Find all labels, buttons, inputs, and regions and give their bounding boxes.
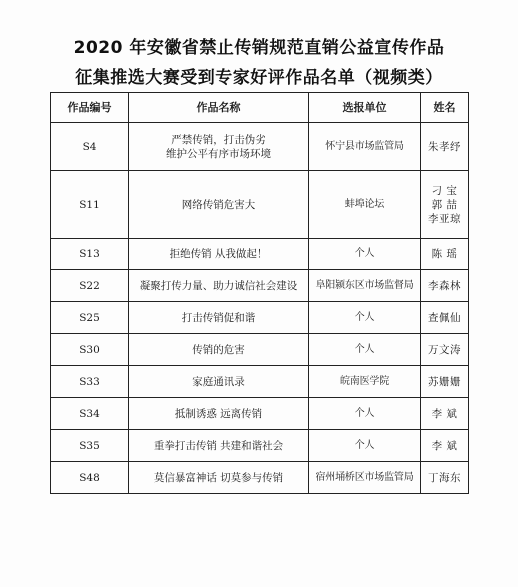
cell-person: 李 斌 [421, 398, 469, 430]
award-list-table [50, 92, 469, 494]
cell-name: 严禁传销，打击伪劣 维护公平有序市场环境 [129, 123, 309, 171]
cell-person: 李森林 [421, 270, 469, 302]
table-row [51, 171, 469, 239]
cell-id: S11 [51, 171, 129, 239]
cell-person: 李 斌 [421, 430, 469, 462]
cell-name: 传销的危害 [129, 334, 309, 366]
cell-name: 重拳打击传销 共建和谐社会 [129, 430, 309, 462]
cell-name: 抵制诱惑 远离传销 [129, 398, 309, 430]
cell-person: 陈 瑶 [421, 239, 469, 270]
table-row [51, 430, 469, 462]
table-row [51, 239, 469, 270]
table-row [51, 366, 469, 398]
cell-person: 丁海东 [421, 462, 469, 494]
cell-id: S48 [51, 462, 129, 494]
cell-id: S13 [51, 239, 129, 270]
document-title-line-1: 2020 年安徽省禁止传销规范直销公益宣传作品 [73, 38, 445, 58]
cell-unit: 个人 [309, 302, 421, 334]
table-header-row [51, 93, 469, 123]
cell-id: S25 [51, 302, 129, 334]
cell-name: 拒绝传销 从我做起！ [129, 239, 309, 270]
header-name: 作品名称 [129, 93, 309, 123]
cell-person: 朱孝纾 [421, 123, 469, 171]
cell-unit: 怀宁县市场监管局 [309, 123, 421, 171]
cell-unit: 皖南医学院 [309, 366, 421, 398]
cell-unit: 个人 [309, 239, 421, 270]
cell-id: S35 [51, 430, 129, 462]
header-unit: 选报单位 [309, 93, 421, 123]
cell-unit: 宿州埇桥区市场监管局 [309, 462, 421, 494]
table-row [51, 123, 469, 171]
cell-person: 刁 宝 郭 喆 李亚琼 [421, 171, 469, 239]
table-row [51, 270, 469, 302]
cell-id: S33 [51, 366, 129, 398]
cell-id: S34 [51, 398, 129, 430]
table-row [51, 334, 469, 366]
cell-name: 网络传销危害大 [129, 171, 309, 239]
cell-name: 打击传销促和谐 [129, 302, 309, 334]
cell-id: S22 [51, 270, 129, 302]
cell-unit: 个人 [309, 334, 421, 366]
cell-name: 家庭通讯录 [129, 366, 309, 398]
header-id: 作品编号 [51, 93, 129, 123]
header-person: 姓名 [421, 93, 469, 123]
table-row [51, 398, 469, 430]
cell-id: S4 [51, 123, 129, 171]
cell-person: 万文涛 [421, 334, 469, 366]
table-row [51, 302, 469, 334]
cell-unit: 个人 [309, 430, 421, 462]
cell-id: S30 [51, 334, 129, 366]
table-row [51, 462, 469, 494]
cell-unit: 个人 [309, 398, 421, 430]
document-title-line-2: 征集推选大赛受到专家好评作品名单（视频类） [75, 68, 443, 88]
cell-name: 凝聚打传力量、助力诚信社会建设 [129, 270, 309, 302]
cell-unit: 蚌埠论坛 [309, 171, 421, 239]
cell-person: 查佩仙 [421, 302, 469, 334]
cell-unit: 阜阳颍东区市场监督局 [309, 270, 421, 302]
cell-person: 苏姗姗 [421, 366, 469, 398]
cell-name: 莫信暴富神话 切莫参与传销 [129, 462, 309, 494]
